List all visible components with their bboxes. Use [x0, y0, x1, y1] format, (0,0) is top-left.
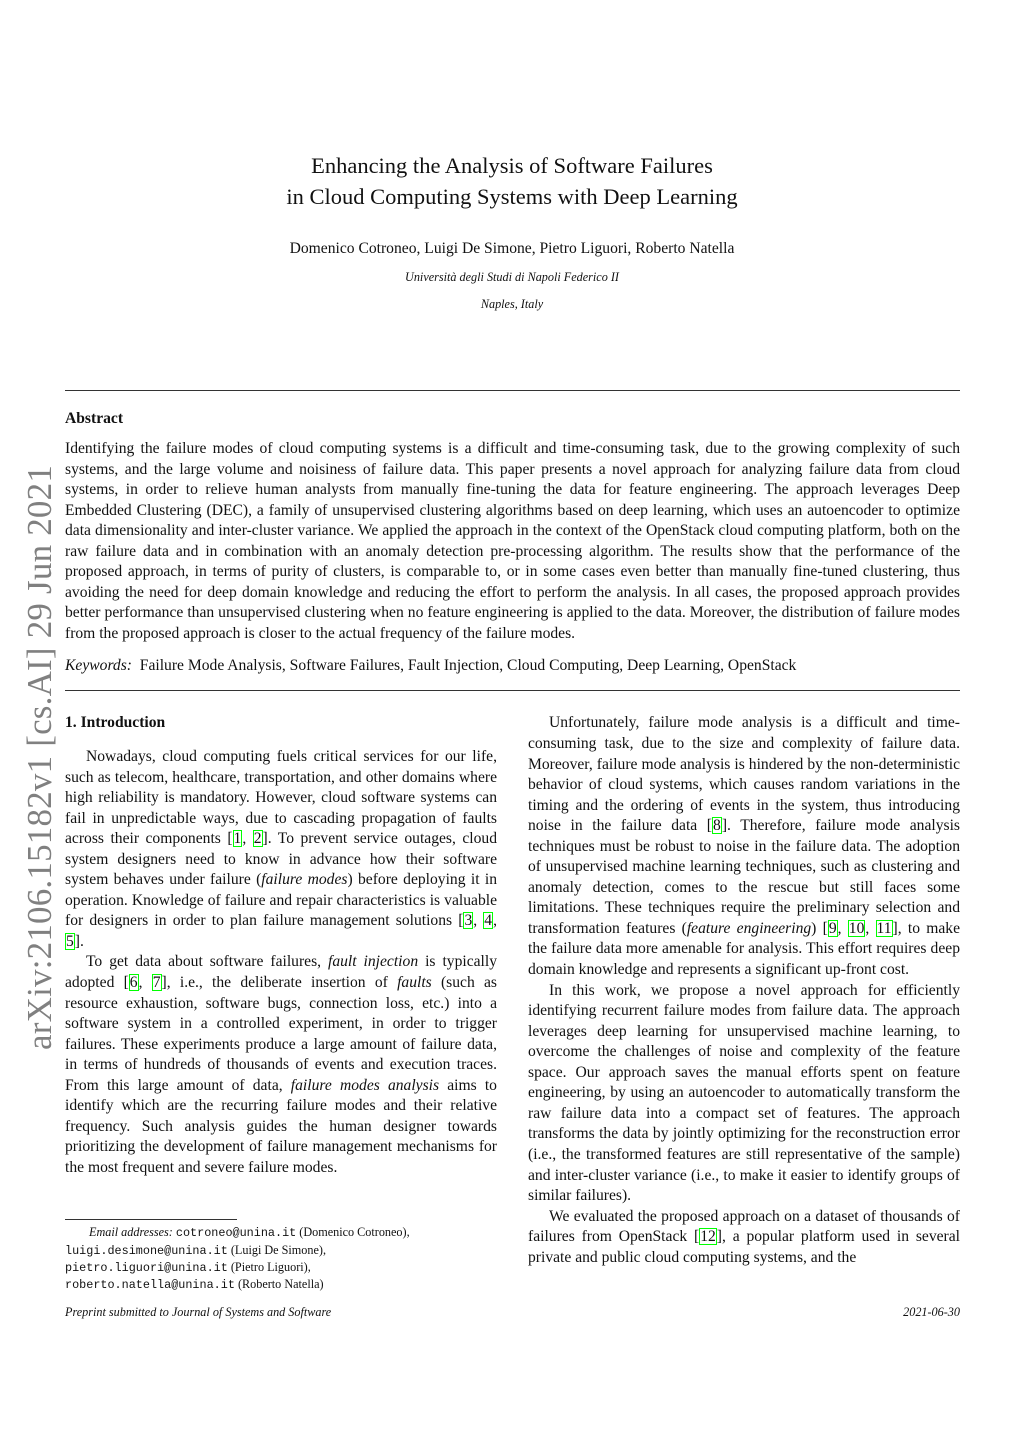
paper-body: [65, 390, 960, 1360]
paragraph: [528, 713, 960, 980]
left-column-text: [65, 747, 497, 1178]
citation-link[interactable]: 5: [66, 932, 74, 950]
text-run: ]. To prevent service outages, cloud system designers need to know in advance how their software system behaves under failure (: [65, 830, 498, 889]
citation-link[interactable]: 10: [848, 919, 865, 937]
text-run: ) before deploying it in operation. Knowledge of failure and repair characteristics is valuable for designers in order to plan failure management solutions [: [65, 871, 497, 930]
email-link[interactable]: cotroneo@unina.it: [175, 1226, 297, 1241]
citation-link[interactable]: 9: [828, 919, 837, 937]
divider-bottom: [65, 690, 960, 691]
right-column-text: [528, 713, 960, 1268]
email-link[interactable]: luigi.desimone@unina.it: [65, 1243, 228, 1258]
page-footer: [65, 1305, 960, 1320]
title-line-2: in Cloud Computing Systems with Deep Learning: [286, 184, 738, 209]
affiliation: Università degli Studi di Napoli Federico II: [405, 270, 619, 284]
text-run: Nowadays, cloud computing fuels critical services for our life, such as telecom, healthcare, transportation, and other domains where high reliability is mandatory. However, cloud software systems can fail in unpredictable ways, due to cascading propagation of faults across their components [: [65, 748, 497, 848]
emphasis: faults: [397, 974, 432, 992]
text-run: ], i.e., the deliberate insertion of: [161, 974, 398, 992]
citation-link[interactable]: 12: [700, 1228, 716, 1246]
paragraph: [65, 952, 497, 1178]
text-run: (such as resource exhaustion, software bugs, connection loss, etc.) into a software system in a controlled experiment, in order to trigger failures. These experiments produce a large amount of failure data, in terms of hundreds of thousands of events and execution traces. From this large amount of data,: [65, 974, 497, 1094]
text-run: ,: [138, 974, 152, 992]
paragraph: [65, 747, 497, 952]
text-run: To get data about software failures,: [86, 953, 328, 971]
citation-link[interactable]: 6: [129, 974, 138, 992]
two-column-body: [65, 713, 960, 1293]
emphasis: feature engineering: [686, 919, 812, 937]
footer-date: 2021-06-30: [903, 1305, 960, 1320]
text-run: ,: [473, 912, 484, 930]
text-run: ].: [74, 932, 84, 950]
abstract-heading: Abstract: [65, 410, 124, 427]
arxiv-identifier-stamp: arXiv:2106.15182v1 [cs.AI] 29 Jun 2021: [20, 464, 59, 1050]
text-run: ,: [837, 919, 848, 937]
location: Naples, Italy: [480, 297, 544, 311]
text-run: ,: [242, 830, 253, 848]
author-name: (Pietro Liguori),: [230, 1259, 311, 1274]
email-link[interactable]: roberto.natella@unina.it: [65, 1278, 235, 1293]
text-run: ], a popular platform used in several private and public cloud computing systems, and the: [528, 1228, 960, 1266]
keywords-list: Failure Mode Analysis, Software Failures, Fault Injection, Cloud Computing, Deep Learning, OpenStack: [139, 657, 797, 675]
emphasis: fault injection: [328, 953, 419, 971]
footnote-label: Email addresses:: [89, 1225, 173, 1240]
text-run: ]. Therefore, failure mode analysis techniques must be robust to noise in the failure data. The adoption of unsupervised machine learning techniques, such as clustering and anomaly detection, comes to the rescue but still faces some limitations. These techniques require the preliminary selection and transformation features (: [528, 817, 960, 937]
text-run: Unfortunately, failure mode analysis is a difficult and time-consuming task, due to the size and complexity of failure data. Moreover, failure mode analysis is hindered by the non-deterministic behavior of cloud systems, which causes random variations in the timing and the ordering of events in the system, thus introducing noise in the failure data [: [528, 714, 960, 835]
citation-link[interactable]: 7: [152, 974, 161, 992]
text-run: ,: [493, 912, 497, 930]
emphasis: failure modes: [261, 871, 348, 889]
text-run: aims to identify which are the recurring failure modes and their relative frequency. Such analysis guides the human designer towards prioritizing the development of failure management mechanisms for the most frequent and severe failure modes.: [65, 1076, 497, 1176]
footer-venue: Preprint submitted to Journal of Systems and Software: [65, 1305, 332, 1320]
paragraph: [528, 981, 960, 1207]
citation-link[interactable]: 4: [484, 912, 493, 930]
abstract-text: Identifying the failure modes of cloud computing systems is a difficult and time-consuming task, due to the growing complexity of such systems, and the large volume and noisiness of failure data. This paper presents a novel approach for analyzing failure data from cloud systems, in order to relieve human analysts from manually fine-tuning the data for feature engineering. The approach leverages Deep Embedded Clustering (DEC), a family of unsupervised clustering algorithms based on deep learning, which uses an autoencoder to optimize data dimensionality and inter-cluster variance. We applied the approach in the context of the OpenStack cloud computing platform, both on the raw failure data and in combination with an anomaly detection pre-processing algorithm. The results show that the performance of the proposed approach, in terms of purity of clusters, is comparable to, or in some cases even better than manually fine-tuned clustering, thus avoiding the need for deep domain knowledge and reducing the effort to perform the analysis. In all cases, the proposed approach provides better performance than unsupervised clustering when no feature engineering is applied to the data. Moreover, the distribution of failure modes from the proposed approach is closer to the actual frequency of the failure modes.: [65, 440, 960, 642]
section-heading: 1. Introduction: [65, 714, 166, 732]
text-run: In this work, we propose a novel approach for efficiently identifying recurrent failure modes from failure data. The approach leverages deep learning for unsupervised machine learning, to overcome the challenges of noise and complexity of the feature space. Our approach saves the manual efforts spent on feature engineering, by using an autoencoder to automatically transform the raw failure data into a compact set of features. The approach transforms the data by jointly optimizing for the reconstruction error (i.e., the transformed features are still representative of the sample) and inter-cluster variance (i.e., to make it easier to identify groups of similar failures).: [528, 981, 960, 1205]
author-name: (Roberto Natella): [237, 1277, 324, 1292]
citation-link[interactable]: 3: [464, 912, 473, 930]
citation-link[interactable]: 1: [233, 830, 242, 848]
text-run: is typically adopted [: [65, 953, 498, 992]
text-run: ) [: [811, 919, 828, 937]
email-link[interactable]: pietro.liguori@unina.it: [65, 1260, 228, 1275]
emphasis: failure modes analysis: [290, 1076, 440, 1094]
paper-title: [0, 150, 1024, 212]
divider-top: [65, 390, 960, 391]
text-run: ], to make the failure data more amenable for analysis. This effort requires deep domain knowledge and represents a significant up-front cost.: [528, 919, 961, 979]
keywords-label: Keywords:: [65, 657, 132, 675]
authors: Domenico Cotroneo, Luigi De Simone, Pietro Liguori, Roberto Natella: [289, 240, 735, 257]
title-line-1: Enhancing the Analysis of Software Failures: [311, 153, 713, 178]
footnote: [65, 1224, 505, 1293]
citation-link[interactable]: 8: [713, 817, 721, 835]
keywords: [65, 656, 960, 676]
footnote-rule: [65, 1219, 237, 1220]
paragraph: [528, 1207, 960, 1269]
author-name: (Domenico Cotroneo),: [299, 1225, 410, 1240]
author-name: (Luigi De Simone),: [230, 1242, 326, 1257]
right-column: [528, 713, 960, 1293]
text-run: We evaluated the proposed approach on a dataset of thousands of failures from OpenStack [: [528, 1207, 960, 1246]
text-run: ,: [865, 919, 876, 937]
citation-link[interactable]: 11: [876, 919, 892, 937]
footnote-block: [65, 1201, 497, 1293]
left-column: [65, 713, 497, 1293]
citation-link[interactable]: 2: [253, 830, 262, 848]
